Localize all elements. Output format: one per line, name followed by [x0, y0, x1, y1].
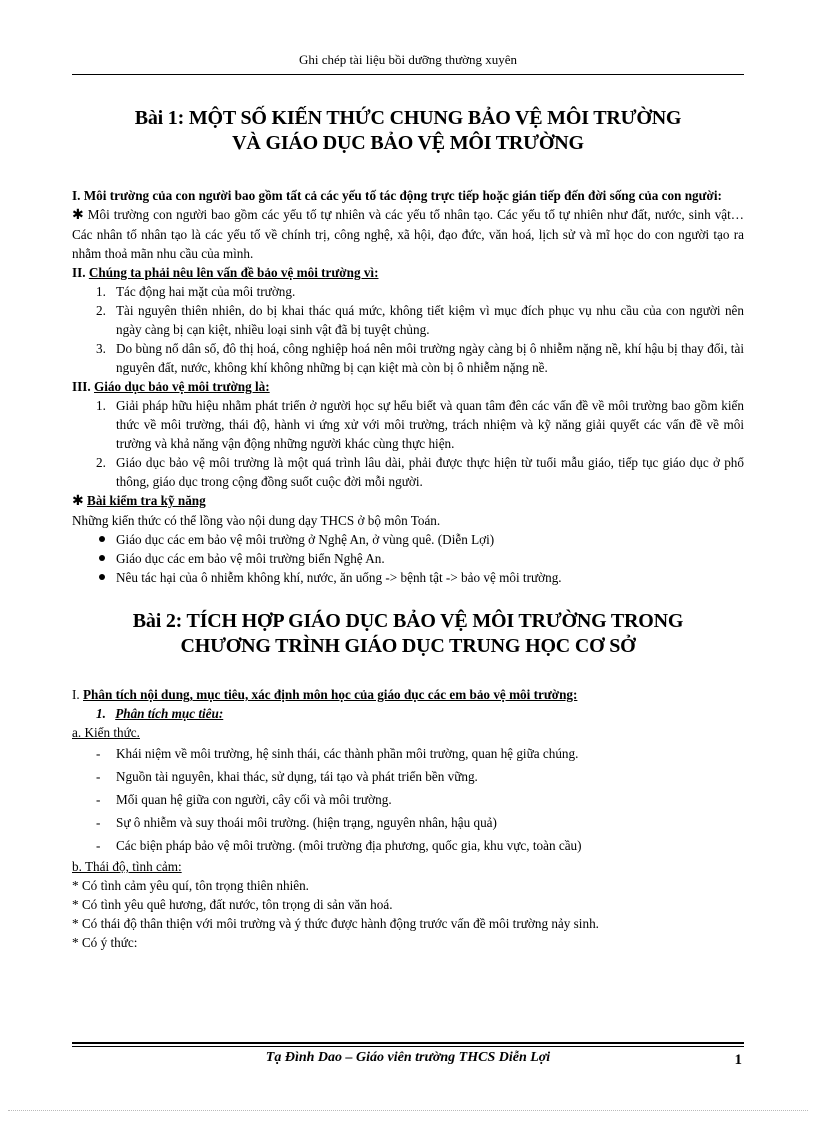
l1-sec2-list [72, 282, 744, 377]
l1-sec1-text: Môi trường con người bao gồm các yếu tố tự nhiên và các yếu tố nhân tạo. Các yếu tố tự nhiên như đất, nước, sinh vật… Các nhân tố nhân tạo là các yếu tố về chính trị, công nghệ, xã hội, đạo đức, văn hoá, lịch sử và mĩ học do con người tạo ra nhằm thoả mãn nhu cầu của mình. [72, 207, 744, 261]
l1-sec2-heading: II. Chúng ta phải nêu lên vấn đề bảo vệ môi trường vì: [72, 265, 379, 280]
header-rule [72, 74, 744, 75]
list-item: Giáo dục các em bảo vệ môi trường biển Nghệ An. [72, 549, 744, 568]
list-item: Giáo dục các em bảo vệ môi trường ở Nghệ An, ở vùng quê. (Diễn Lợi) [72, 530, 744, 549]
page-edge-divider [8, 1110, 808, 1111]
list-item: 2. Tài nguyên thiên nhiên, do bị khai thác quá mức, không tiết kiệm vì mục đích phục vụ nhu cầu của con người nên ngày càng bị cạn kiệt, nhiều loại sinh vật đã bị tuyệt chủng. [96, 303, 744, 337]
l1-sec1-heading: I. Môi trường của con người bao gồm tất cả các yếu tố tác động trực tiếp hoặc gián tiếp đến đời sống của con người: [72, 188, 722, 203]
page-footer: Tạ Đình Dao – Giáo viên trường THCS Diễn Lợi [265, 1050, 551, 1065]
l1-test-intro: Những kiến thức có thể lồng vào nội dung dạy THCS ở bộ môn Toán. [72, 513, 441, 528]
list-item: * Có ý thức: [72, 935, 138, 950]
l2-b-heading: b. Thái độ, tình cảm: [72, 859, 182, 874]
footer-rule-thin [72, 1046, 744, 1047]
lesson1-title-line2: VÀ GIÁO DỤC BẢO VỆ MÔI TRƯỜNG [232, 132, 584, 154]
list-item: - Khái niệm về môi trường, hệ sinh thái, các thành phần môi trường, quan hệ giữa chúng. [96, 746, 579, 761]
l2-a-heading: a. Kiến thức. [72, 725, 140, 740]
list-item: - Sự ô nhiễm và suy thoái môi trường. (hiện trạng, nguyên nhân, hậu quả) [96, 815, 497, 830]
list-item: * Có tình cảm yêu quí, tôn trọng thiên nhiên. [72, 878, 309, 893]
bullet-icon [99, 574, 105, 580]
lesson2-title-line2: CHƯƠNG TRÌNH GIÁO DỤC TRUNG HỌC CƠ SỞ [180, 635, 636, 657]
page-header: Ghi chép tài liệu bồi dưỡng thường xuyên [298, 52, 518, 67]
l2-a-list [72, 742, 744, 857]
l2-sec1-heading: I. Phân tích nội dung, mục tiêu, xác định môn học của giáo dục các em bảo vệ môi trường: [72, 687, 578, 702]
list-item: Nêu tác hại của ô nhiễm không khí, nước, ăn uống -> bệnh tật -> bảo vệ môi trường. [72, 568, 744, 587]
list-item: - Mối quan hệ giữa con người, cây cối và môi trường. [96, 792, 392, 807]
list-item: * Có thái độ thân thiện với môi trường và ý thức được hành động trước vấn đề môi trường nảy sinh. [72, 916, 599, 931]
l1-test-heading: ✱ Bài kiểm tra kỹ năng [72, 493, 206, 509]
lesson2-title-line1: Bài 2: TÍCH HỢP GIÁO DỤC BẢO VỆ MÔI TRƯỜNG TRONG [132, 610, 684, 632]
list-item: 1. Giải pháp hữu hiệu nhằm phát triển ở người học sự hểu biết và quan tâm đên các vấn đề về môi trường bao gồm kiến thức về môi trường, thái độ, hành vi ứng xử với môi trường, trách nhiệm và kỹ năng giải quyết các vấn đề về môi trường và khả năng vận động những người khác cùng thực hiện. [96, 398, 744, 451]
page-number: 1 [734, 1052, 742, 1068]
star-icon: ✱ [72, 494, 84, 509]
lesson1-title-line1: Bài 1: MỘT SỐ KIẾN THỨC CHUNG BẢO VỆ MÔI TRƯỜNG [134, 107, 682, 129]
page-body [72, 100, 744, 952]
list-item: * Có tình yêu quê hương, đất nước, tôn trọng di sản văn hoá. [72, 897, 393, 912]
star-icon: ✱ [72, 208, 84, 223]
list-item: 2. Giáo dục bảo vệ môi trường là một quá trình lâu dài, phải được thực hiện từ tuổi mẫu giáo, tiếp tục giáo dục ở phổ thông, giáo dục trong cộng đồng suốt cuộc đời mỗi người. [96, 455, 744, 489]
list-item: - Nguồn tài nguyên, khai thác, sử dụng, tái tạo và phát triển bền vững. [96, 769, 478, 784]
l1-sec1-paragraph [72, 205, 744, 263]
footer-rule [72, 1042, 744, 1044]
l1-sec3-heading: III. Giáo dục bảo vệ môi trường là: [72, 379, 270, 394]
list-item: 3. Do bùng nổ dân số, đô thị hoá, công nghiệp hoá nên môi trường ngày càng bị ô nhiễm nặng nề, khí hậu bị thay đổi, tài nguyên đất, nước, không khí không những bị cạn kiệt mà còn bị ô nhiễm nặng nề. [96, 341, 744, 375]
l1-sec3-list [72, 396, 744, 491]
document-page [72, 0, 744, 1123]
list-item: 1. Tác động hai mặt của môi trường. [96, 284, 296, 299]
l1-test-list [72, 530, 744, 587]
bullet-icon [99, 536, 105, 542]
bullet-icon [99, 555, 105, 561]
list-item: - Các biện pháp bảo vệ môi trường. (môi trường địa phương, quốc gia, khu vực, toàn cầu) [96, 838, 582, 853]
l2-sub1-heading: 1. Phân tích mục tiêu: [96, 706, 224, 721]
